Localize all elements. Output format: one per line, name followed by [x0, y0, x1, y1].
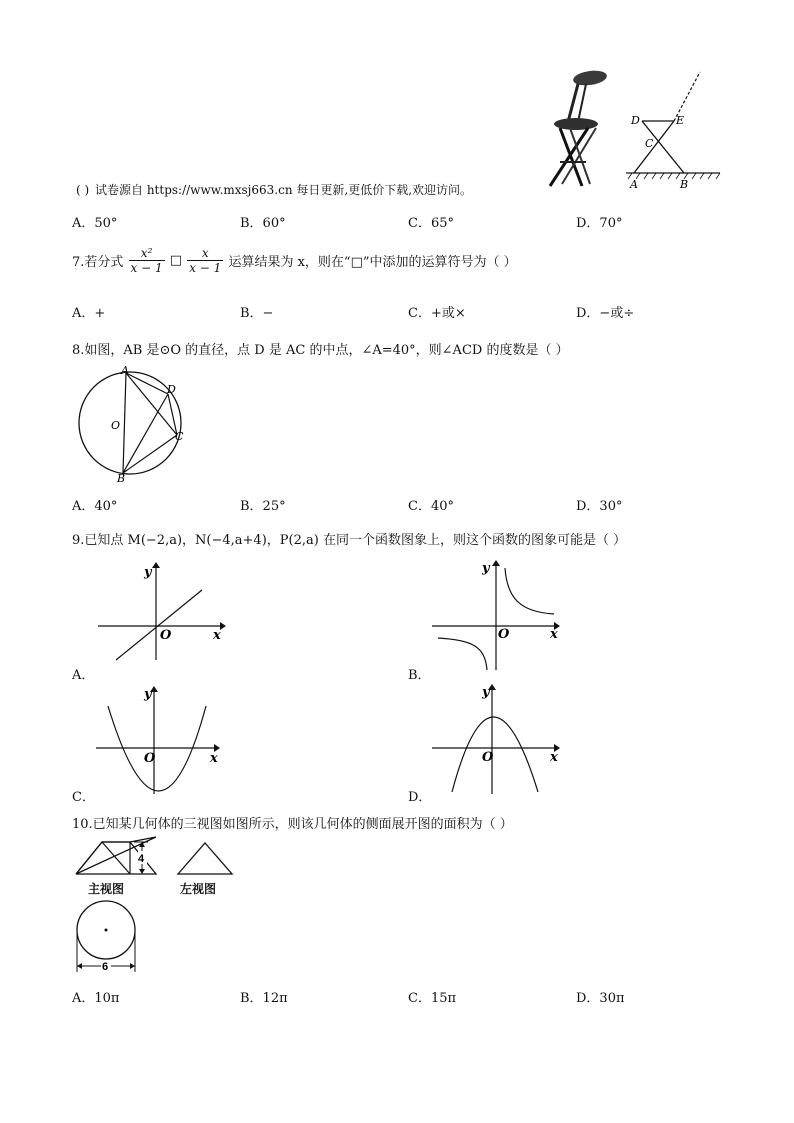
q7-option-c: C．+或×: [408, 306, 466, 321]
q8-label-o: O: [111, 419, 121, 432]
q8-option-d: D．30°: [576, 499, 623, 514]
q7-blank-box: □: [169, 253, 183, 268]
graph-d-y-label: y: [482, 685, 490, 700]
q6-label-a: A: [630, 178, 638, 191]
side-view-diagram: [176, 838, 236, 878]
q9-stem: 9.已知点 M(−2,a)，N(−4,a+4)，P(2,a) 在同一个函数图象上，则这个函数的图象可能是（ ）: [72, 533, 627, 548]
top-view-width: 6: [102, 961, 109, 973]
q8-stem: 8.如图，AB 是⊙O 的直径，点 D 是 AC 的中点，∠A=40°，则∠ACD 的度数是（ ）: [72, 343, 569, 358]
graph-c-origin: O: [144, 751, 156, 766]
q8-option-c: C．40°: [408, 499, 454, 514]
q6-label-b: B: [680, 178, 689, 191]
graph-a-y-label: y: [144, 565, 152, 580]
q8-label-d: D: [167, 383, 176, 396]
folding-chair-picture: [538, 66, 608, 190]
q7-frac1-numerator: x²: [129, 246, 165, 261]
q6-label-c: C: [645, 137, 654, 150]
front-view-label: 主视图: [88, 882, 125, 896]
q10-option-c: C．15π: [408, 991, 457, 1006]
q8-label-a: A: [121, 364, 129, 377]
graph-b-origin: O: [498, 627, 510, 642]
q6-option-a: A．50°: [72, 216, 118, 231]
q6-answer-paren: ( ): [76, 183, 90, 197]
q7-option-a: A．+: [72, 306, 106, 321]
q7-frac2-numerator: x: [187, 246, 223, 261]
graph-d-x-label: x: [550, 750, 558, 765]
graph-c-y-label: y: [144, 687, 152, 702]
q8-label-b: B: [117, 472, 126, 485]
front-view-height: 4: [138, 853, 145, 865]
chair-geometry-diagram: [612, 66, 724, 190]
q10-option-b: B．12π: [240, 991, 288, 1006]
q9-option-c: C．: [72, 790, 95, 805]
q6-watermark: 试卷源自 https://www.mxsj663.cn 每日更新,更低价下载,欢迎访问。: [95, 183, 473, 197]
q6-option-c: C．65°: [408, 216, 454, 231]
top-view-diagram: [74, 898, 140, 978]
q7-option-b: B．−: [240, 306, 274, 321]
q8-option-a: A．40°: [72, 499, 118, 514]
graph-d-origin: O: [482, 750, 494, 765]
q7-suffix: 运算结果为 x，则在“□”中添加的运算符号为（ ）: [228, 255, 517, 270]
q8-label-c: C: [175, 430, 184, 443]
q6-label-d: D: [631, 114, 640, 127]
q7-stem: [72, 246, 517, 275]
graph-a-linear: [94, 562, 226, 662]
q7-fraction-2: [187, 246, 223, 275]
graph-a-origin: O: [160, 628, 172, 643]
q7-fraction-1: [129, 246, 165, 275]
q6-option-d: D．70°: [576, 216, 623, 231]
q6-option-b: B．60°: [240, 216, 286, 231]
q9-option-b: B．: [408, 668, 431, 683]
graph-c-x-label: x: [210, 751, 218, 766]
graph-b-x-label: x: [550, 627, 558, 642]
q7-option-d: D．−或÷: [576, 306, 635, 321]
q6-stem-line: [76, 181, 472, 198]
graph-c-parabola-up: [94, 686, 224, 796]
graph-d-parabola-down: [430, 684, 562, 796]
q8-option-b: B．25°: [240, 499, 286, 514]
q9-option-a: A．: [72, 668, 95, 683]
q10-option-d: D．30π: [576, 991, 625, 1006]
q7-prefix: 7.若分式: [72, 255, 124, 270]
q6-label-e: E: [676, 114, 685, 127]
graph-b-y-label: y: [482, 561, 490, 576]
q10-stem: 10.已知某几何体的三视图如图所示，则该几何体的侧面展开图的面积为（ ）: [72, 817, 513, 832]
graph-a-x-label: x: [213, 628, 221, 643]
q7-frac1-denominator: x − 1: [130, 261, 163, 275]
q7-frac2-denominator: x − 1: [189, 261, 222, 275]
front-view-diagram: [74, 838, 160, 878]
side-view-label: 左视图: [180, 882, 217, 896]
q9-option-d: D．: [408, 790, 432, 805]
graph-b-inverse: [430, 558, 562, 672]
circle-diagram: [68, 366, 198, 486]
q10-option-a: A．10π: [72, 991, 120, 1006]
